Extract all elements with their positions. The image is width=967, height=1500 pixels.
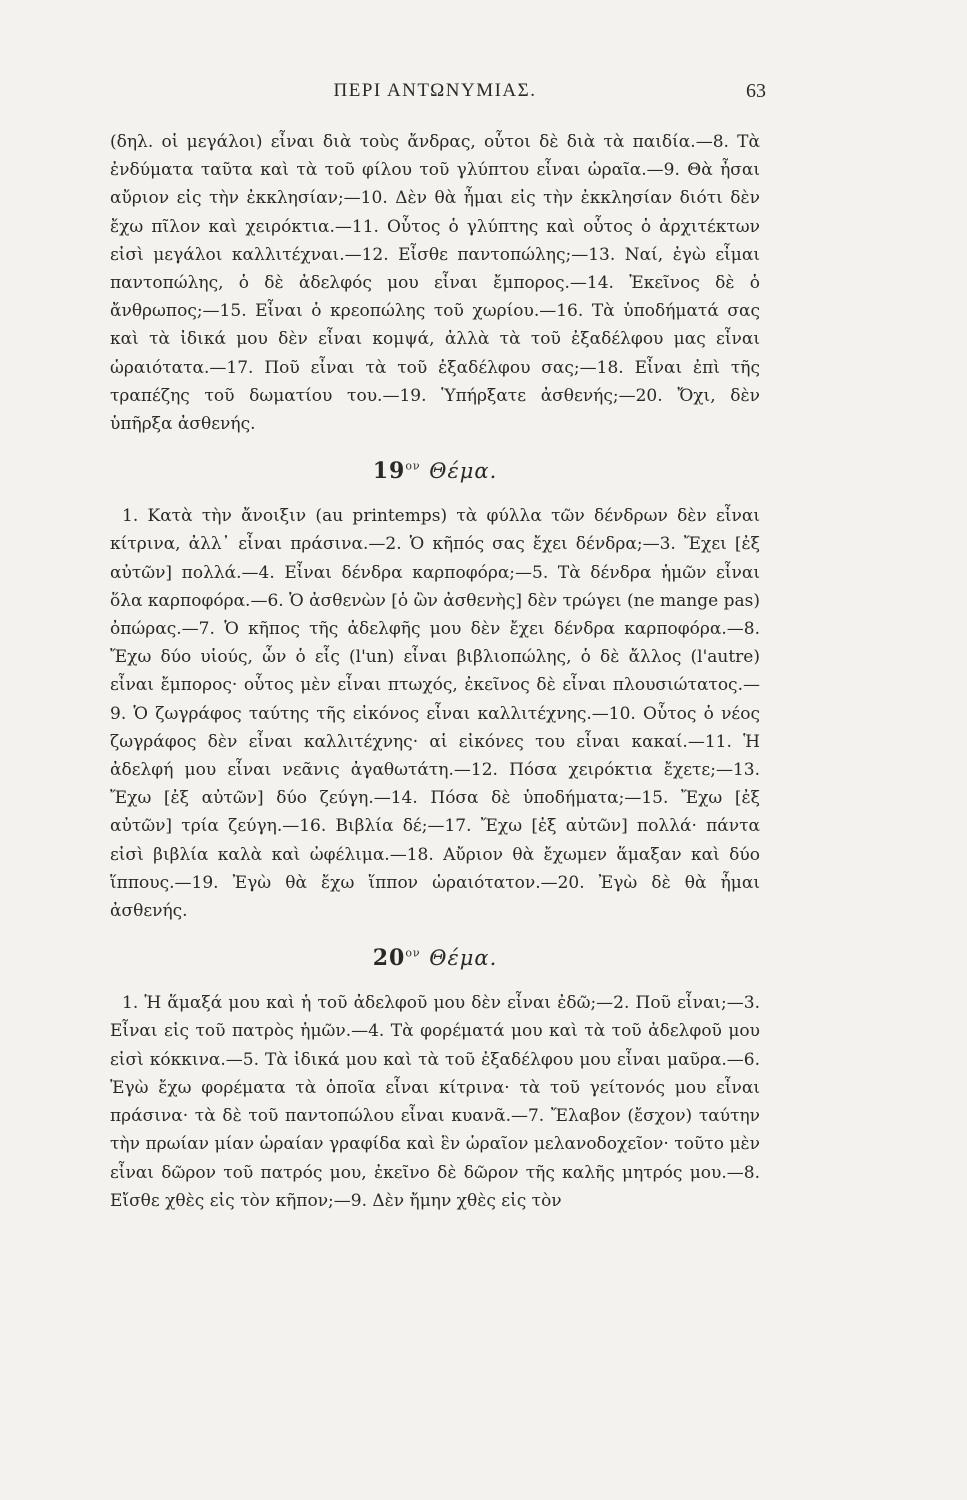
running-head (110, 76, 766, 106)
section-ordinal-suffix: ον (405, 946, 421, 960)
running-title: ΠΕΡΙ ΑΝΤΩΝΥΜΙΑΣ. (333, 80, 537, 101)
book-page (110, 76, 766, 1215)
section-number: 19 (372, 458, 406, 485)
section-heading-20 (110, 945, 760, 971)
section-word: Θέμα. (429, 459, 498, 484)
page-number: 63 (746, 80, 766, 102)
section-heading-19 (110, 458, 760, 484)
exercise-19-text: 1. Κατὰ τὴν ἄνοιξιν (au printemps) τὰ φύλλα τῶν δένδρων δὲν εἶναι κίτρινα, ἀλλ᾽ εἶναι πράσινα.—2. Ὁ κῆπός σας ἔχει δένδρα;—3. Ἔχει [ἐξ αὐτῶν] πολλά.—4. Εἶναι δένδρα καρποφόρα;—5. Τὰ δένδρα ἡμῶν εἶναι ὅλα καρποφόρα.—6. Ὁ ἀσθενὼν [ὁ ὢν ἀσθενὴς] δὲν τρώγει (ne mange pas) ὀπώρας.—7. Ὁ κῆπος τῆς ἀδελφῆς μου δὲν ἔχει δένδρα καρποφόρα.—8. Ἔχω δύο υἱούς, ὧν ὁ εἷς (l'un) εἶναι βιβλιοπώλης, ὁ δὲ ἄλλος (l'autre) εἶναι ἔμπορος· οὗτος μὲν εἶναι πτωχός, ἐκεῖνος δὲ εἶναι πλουσιώτατος.—9. Ὁ ζωγράφος ταύτης τῆς εἰκόνος εἶναι καλλιτέχνης.—10. Οὗτος ὁ νέος ζωγράφος δὲν εἶναι καλλιτέχνης· αἱ εἰκόνες του εἶναι κακαί.—11. Ἡ ἀδελφή μου εἶναι νεᾶνις ἀγαθωτάτη.—12. Πόσα χειρόκτια ἔχετε;—13. Ἔχω [ἐξ αὐτῶν] δύο ζεύγη.—14. Πόσα δὲ ὑποδήματα;—15. Ἔχω [ἐξ αὐτῶν] τρία ζεύγη.—16. Βιβλία δέ;—17. Ἔχω [ἐξ αὐτῶν] πολλά· πάντα εἰσὶ βιβλία καλὰ καὶ ὠφέλιμα.—18. Αὔριον θὰ ἔχωμεν ἅμαξαν καὶ δύο ἵππους.—19. Ἐγὼ θὰ ἔχω ἵππον ὡραιότατον.—20. Ἐγὼ δὲ θὰ ἦμαι ἀσθενής. (110, 506, 760, 922)
exercise-18-continuation: (δηλ. οἱ μεγάλοι) εἶναι διὰ τοὺς ἄνδρας, οὗτοι δὲ διὰ τὰ παιδία.—8. Τὰ ἐνδύματα ταῦτα καὶ τὰ τοῦ φίλου τοῦ γλύπτου εἶναι ὡραῖα.—9. Θὰ ἦσαι αὔριον εἰς τὴν ἐκκλησίαν;—10. Δὲν θὰ ἦμαι εἰς τὴν ἐκκλησίαν διότι δὲν ἔχω πῖλον καὶ χειρόκτια.—11. Οὗτος ὁ γλύπτης καὶ οὗτος ὁ ἀρχιτέκτων εἰσὶ μεγάλοι καλλιτέχναι.—12. Εἶσθε παντοπώλης;—13. Ναί, ἐγὼ εἶμαι παντοπώλης, ὁ δὲ ἀδελφός μου εἶναι ἔμπορος.—14. Ἐκεῖνος δὲ ὁ ἄνθρωπος;—15. Εἶναι ὁ κρεοπώλης τοῦ χωρίου.—16. Τὰ ὑποδήματά σας καὶ τὰ ἰδικά μου δὲν εἶναι κομψά, ἀλλὰ τὰ τοῦ ἐξαδέλφου μας εἶναι ὡραιότατα.—17. Ποῦ εἶναι τὰ τοῦ ἐξαδέλφου σας;—18. Εἶναι ἐπὶ τῆς τραπέζης τοῦ δωματίου του.—19. Ὑπήρξατε ἀσθενής;—20. Ὄχι, δὲν ὑπῆρξα ἀσθενής. (110, 132, 760, 435)
exercise-20-text: 1. Ἡ ἅμαξά μου καὶ ἡ τοῦ ἀδελφοῦ μου δὲν εἶναι ἐδῶ;—2. Ποῦ εἶναι;—3. Εἶναι εἰς τοῦ πατρὸς ἡμῶν.—4. Τὰ φορέματά μου καὶ τὰ τοῦ ἀδελφοῦ μου εἰσὶ κόκκινα.—5. Τὰ ἰδικά μου καὶ τὰ τοῦ ἐξαδέλφου μου εἶναι μαῦρα.—6. Ἐγὼ ἔχω φορέματα τὰ ὁποῖα εἶναι κίτρινα· τὰ τοῦ γείτονός μου εἶναι πράσινα· τὰ δὲ τοῦ παντοπώλου εἶναι κυανᾶ.—7. Ἔλαβον (ἔσχον) ταύτην τὴν πρωίαν μίαν ὡραίαν γραφίδα καὶ ἓν ὡραῖον μελανοδοχεῖον· τοῦτο μὲν εἶναι δῶρον τοῦ πατρός μου, ἐκεῖνο δὲ δῶρον τῆς καλῆς μητρός μου.—8. Εἴσθε χθὲς εἰς τὸν κῆπον;—9. Δὲν ἤμην χθὲς εἰς τὸν (110, 993, 760, 1211)
section-number: 20 (372, 945, 406, 972)
section-ordinal-suffix: ον (405, 459, 421, 473)
section-word: Θέμα. (429, 946, 498, 971)
